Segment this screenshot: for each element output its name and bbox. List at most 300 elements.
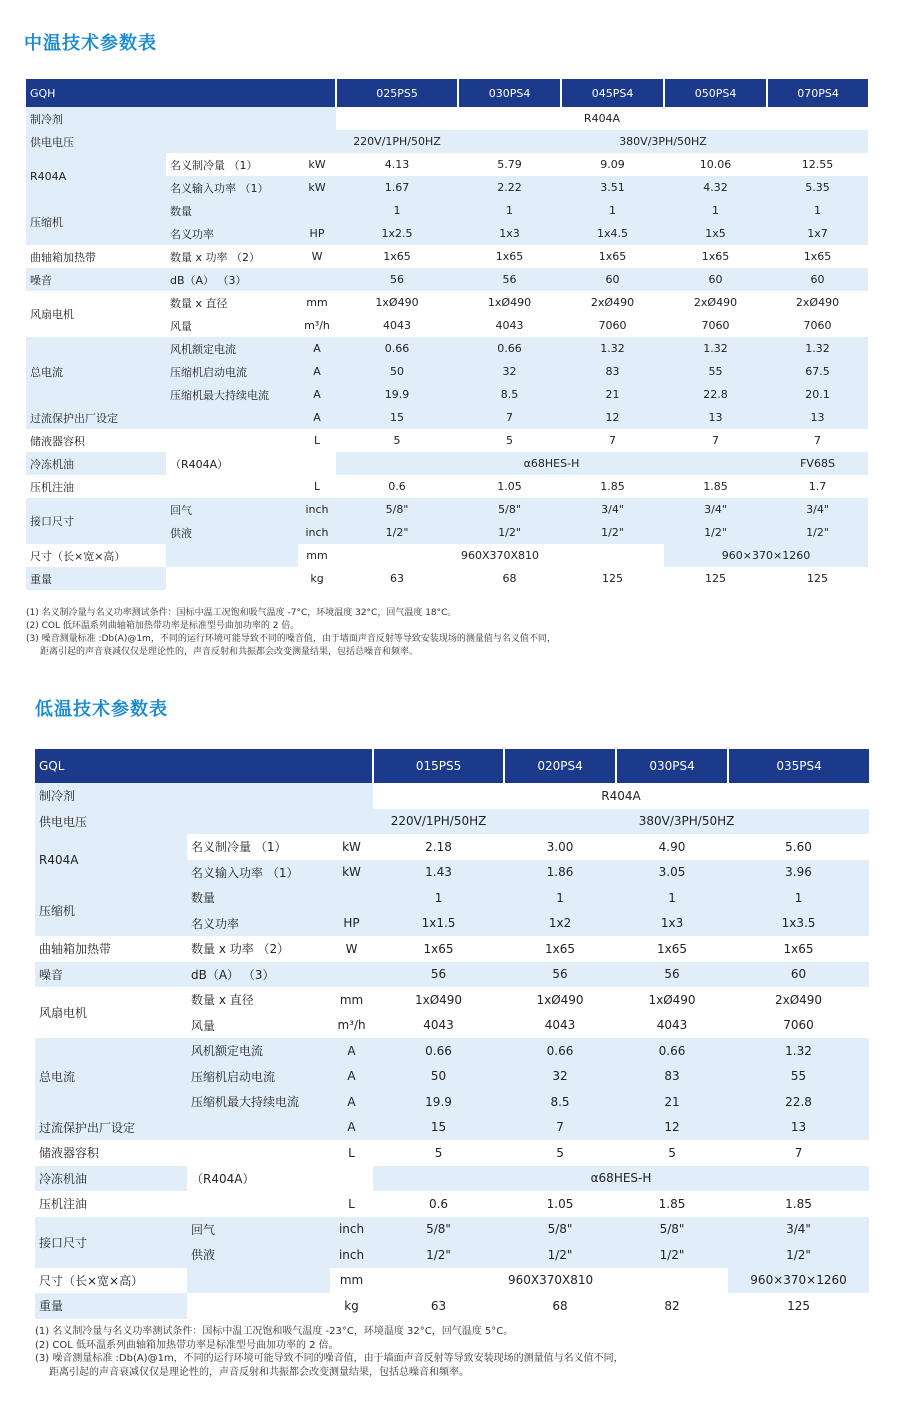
return-gas-row — [35, 1217, 869, 1243]
cell-value: 13 — [767, 406, 868, 429]
cell-value: 12 — [561, 406, 664, 429]
cell-value: 3/4" — [561, 498, 664, 521]
model-col: 025PS5 — [336, 79, 458, 107]
receiver-row — [26, 429, 868, 452]
cell-value: R404A — [373, 783, 869, 809]
cell-value: 1.86 — [504, 860, 616, 886]
row-label: 数量 x 直径 — [187, 987, 330, 1013]
cell-value: 220V/1PH/50HZ — [373, 809, 504, 835]
unit: A — [298, 337, 336, 360]
row-label: 压缩机最大持续电流 — [166, 383, 298, 406]
unit — [330, 962, 373, 988]
noise-row — [26, 268, 868, 291]
cell-value: 4.90 — [616, 834, 728, 860]
cell-value: 50 — [373, 1064, 504, 1090]
row-label: 压缩机启动电流 — [166, 360, 298, 383]
receiver-row — [35, 1140, 869, 1166]
cell-value: 1.05 — [458, 475, 561, 498]
cell-value: 83 — [616, 1064, 728, 1090]
noise-row — [35, 962, 869, 988]
cell-value: 13 — [664, 406, 767, 429]
model-col: 050PS4 — [664, 79, 767, 107]
model-col: 035PS4 — [728, 749, 869, 783]
cell-value: 0.66 — [616, 1038, 728, 1064]
cell-value: 1x65 — [504, 936, 616, 962]
cell-value: 1x5 — [664, 222, 767, 245]
cell-value: 1x3 — [616, 911, 728, 937]
cell-value: 1xØ490 — [458, 291, 561, 314]
row-group-label: 风扇电机 — [26, 291, 166, 337]
compressor-qty-row — [35, 885, 869, 911]
cell-value: 1/2" — [561, 521, 664, 544]
cell-value: 67.5 — [767, 360, 868, 383]
cell-value: 1xØ490 — [616, 987, 728, 1013]
size-row — [26, 544, 868, 567]
cell-value: 1/2" — [373, 1242, 504, 1268]
row-label: 风量 — [187, 1013, 330, 1039]
row-sublabel: （R404A） — [166, 452, 298, 475]
cell-value: 82 — [616, 1293, 728, 1319]
cell-value: 1 — [336, 199, 458, 222]
unit: A — [330, 1038, 373, 1064]
unit: kW — [330, 860, 373, 886]
unit: HP — [330, 911, 373, 937]
mid-temp-spec-table — [26, 79, 868, 590]
cell-value: 19.9 — [336, 383, 458, 406]
cell-value: 1 — [728, 885, 869, 911]
cell-value: 5/8" — [458, 498, 561, 521]
cell-value: 1x65 — [373, 936, 504, 962]
row-label: 制冷剂 — [35, 783, 373, 809]
cell-value: 8.5 — [458, 383, 561, 406]
unit: L — [330, 1140, 373, 1166]
overcurrent-row — [26, 406, 868, 429]
cell-value: 50 — [336, 360, 458, 383]
cell-value: 1/2" — [767, 521, 868, 544]
cell-value: 1x65 — [728, 936, 869, 962]
row-group-label: R404A — [26, 153, 166, 199]
overcurrent-row — [35, 1115, 869, 1141]
unit: kW — [298, 176, 336, 199]
table-header-row — [35, 749, 869, 783]
cell-value: 7060 — [728, 1013, 869, 1039]
row-label: 供电电压 — [26, 130, 336, 153]
unit: A — [330, 1064, 373, 1090]
cell-value: 1x3 — [458, 222, 561, 245]
oil-fill-row — [35, 1191, 869, 1217]
footnote: (3) 噪音测量标准 :Db(A)@1m，不同的运行环境可能导致不同的噪音值，由于墙面声音反射等导致安装现场的测量值与名义值不同， — [35, 1353, 624, 1364]
row-label: 数量 x 直径 — [166, 291, 298, 314]
model-col: 030PS4 — [616, 749, 728, 783]
unit: mm — [330, 987, 373, 1013]
low-temp-notes — [35, 1325, 624, 1379]
cell-value: 3.05 — [616, 860, 728, 886]
row-label: 压机注油 — [26, 475, 166, 498]
row-group-label: 风扇电机 — [35, 987, 187, 1038]
unit: HP — [298, 222, 336, 245]
cell-value: 15 — [336, 406, 458, 429]
cell-value: 960×370×1260 — [728, 1268, 869, 1294]
row-label: 储液器容积 — [26, 429, 298, 452]
cell-value: 4043 — [373, 1013, 504, 1039]
row-label: 供电电压 — [35, 809, 373, 835]
cell-value: 5 — [336, 429, 458, 452]
cell-value: 1.32 — [664, 337, 767, 360]
cell-value: 4.32 — [664, 176, 767, 199]
cell-value: 1 — [458, 199, 561, 222]
unit: m³/h — [298, 314, 336, 337]
cell-value: 1 — [767, 199, 868, 222]
row-label: 风量 — [166, 314, 298, 337]
cell-value: 2xØ490 — [767, 291, 868, 314]
row-label: 尺寸（长×宽×高） — [26, 544, 166, 567]
row-label: 名义输入功率 （1） — [166, 176, 298, 199]
cell-value: 15 — [373, 1115, 504, 1141]
cell-value: 2.22 — [458, 176, 561, 199]
cell-value: 56 — [458, 268, 561, 291]
cell-value: 1xØ490 — [336, 291, 458, 314]
unit — [330, 885, 373, 911]
oil-fill-row — [26, 475, 868, 498]
fan-current-row — [35, 1038, 869, 1064]
cell-value: 1.32 — [728, 1038, 869, 1064]
footnote: 距离引起的声音衰减仅仅是理论性的，声音反射和共振都会改变测量结果，包括总噪音和频率。 — [40, 647, 419, 657]
cell-value: 125 — [767, 567, 868, 590]
cell-value: 1xØ490 — [504, 987, 616, 1013]
return-gas-row — [26, 498, 868, 521]
unit: A — [330, 1089, 373, 1115]
unit: kg — [298, 567, 336, 590]
cell-value: 5.60 — [728, 834, 869, 860]
row-label: 风机额定电流 — [187, 1038, 330, 1064]
cell-value: 8.5 — [504, 1089, 616, 1115]
cell-value: 1 — [504, 885, 616, 911]
unit: mm — [298, 291, 336, 314]
cell-value: 4043 — [336, 314, 458, 337]
row-label: 供液 — [187, 1242, 330, 1268]
cell-value: 1/2" — [728, 1242, 869, 1268]
footnote: (2) COL 低环温系列曲轴箱加热带功率是标准型号曲加功率的 2 倍。 — [26, 621, 300, 631]
cell-value: 1x65 — [458, 245, 561, 268]
row-sublabel: dB（A） （3） — [187, 962, 330, 988]
cell-value: 1.7 — [767, 475, 868, 498]
power-supply-row — [26, 130, 868, 153]
cell-value: 7 — [664, 429, 767, 452]
cell-value: 1x3.5 — [728, 911, 869, 937]
size-row — [35, 1268, 869, 1294]
cell-value: 5.35 — [767, 176, 868, 199]
cell-value: 380V/3PH/50HZ — [504, 809, 869, 835]
row-label: 曲轴箱加热带 — [35, 936, 187, 962]
cell-value: 56 — [373, 962, 504, 988]
row-group-label: 接口尺寸 — [35, 1217, 187, 1268]
row-sublabel: 数量 x 功率 （2） — [187, 936, 330, 962]
cell-value: 2.18 — [373, 834, 504, 860]
row-group-label: 总电流 — [35, 1038, 187, 1115]
cell-value: 1/2" — [458, 521, 561, 544]
cell-value: α68HES-H — [373, 1166, 869, 1192]
mid-temp-notes — [26, 607, 556, 659]
cell-value: α68HES-H — [336, 452, 767, 475]
cell-value: 1 — [664, 199, 767, 222]
cell-value: 2xØ490 — [664, 291, 767, 314]
model-col: 045PS4 — [561, 79, 664, 107]
footnote: (1) 名义制冷量与名义功率测试条件：国标中温工况饱和吸气温度 -7°C，环境温度 32°C，回气温度 18°C。 — [26, 608, 457, 618]
cell-value: 1 — [373, 885, 504, 911]
unit: W — [298, 245, 336, 268]
cell-value: 1x65 — [767, 245, 868, 268]
unit: mm — [330, 1268, 373, 1294]
footnote: (2) COL 低环温系列曲轴箱加热带功率是标准型号曲加功率的 2 倍。 — [35, 1339, 339, 1351]
cell-value: 60 — [561, 268, 664, 291]
cell-value: 22.8 — [664, 383, 767, 406]
cell-value: 5.79 — [458, 153, 561, 176]
row-label: 重量 — [26, 567, 166, 590]
cell-value: 4043 — [504, 1013, 616, 1039]
unit: inch — [298, 521, 336, 544]
cell-value: 56 — [504, 962, 616, 988]
row-sublabel: 数量 x 功率 （2） — [166, 245, 298, 268]
footnote: (1) 名义制冷量与名义功率测试条件：国标中温工况饱和吸气温度 -23°C，环境温度 32°C，回气温度 5°C。 — [35, 1326, 514, 1337]
cell-value: 5 — [373, 1140, 504, 1166]
cell-value: 21 — [561, 383, 664, 406]
unit — [298, 199, 336, 222]
cell-value: 4043 — [458, 314, 561, 337]
cell-value: 3/4" — [728, 1217, 869, 1243]
row-label: 曲轴箱加热带 — [26, 245, 166, 268]
unit: kW — [330, 834, 373, 860]
cell-value: 1x65 — [561, 245, 664, 268]
cell-value: 1x65 — [336, 245, 458, 268]
oil-row — [26, 452, 868, 475]
refrigerant-row — [35, 783, 869, 809]
cell-value: 68 — [458, 567, 561, 590]
cell-value: 1x65 — [664, 245, 767, 268]
row-label: 过流保护出厂设定 — [35, 1115, 330, 1141]
unit: mm — [298, 544, 336, 567]
cell-value: 1.67 — [336, 176, 458, 199]
row-group-label: 压缩机 — [26, 199, 166, 245]
cell-value: 1x4.5 — [561, 222, 664, 245]
compressor-qty-row — [26, 199, 868, 222]
cell-value: 55 — [728, 1064, 869, 1090]
cell-value: 7060 — [561, 314, 664, 337]
cell-value: 960×370×1260 — [664, 544, 868, 567]
unit: A — [298, 360, 336, 383]
row-label: 压缩机最大持续电流 — [187, 1089, 330, 1115]
cell-value: 1x7 — [767, 222, 868, 245]
unit: A — [298, 383, 336, 406]
cell-value: 55 — [664, 360, 767, 383]
cell-value: 32 — [504, 1064, 616, 1090]
cell-value: 1/2" — [664, 521, 767, 544]
row-label: 数量 — [166, 199, 298, 222]
row-label: 冷冻机油 — [35, 1166, 187, 1192]
cell-value: 7060 — [664, 314, 767, 337]
row-label: 回气 — [187, 1217, 330, 1243]
cell-value: 63 — [373, 1293, 504, 1319]
cell-value: 68 — [504, 1293, 616, 1319]
cell-value: 1x2 — [504, 911, 616, 937]
weight-row — [35, 1293, 869, 1319]
cell-value: 4043 — [616, 1013, 728, 1039]
cell-value: 83 — [561, 360, 664, 383]
unit: W — [330, 936, 373, 962]
unit: L — [298, 475, 336, 498]
unit: kg — [330, 1293, 373, 1319]
capacity-row — [26, 153, 868, 176]
cell-value: 32 — [458, 360, 561, 383]
cell-value: 960X370X810 — [373, 1268, 728, 1294]
cell-value: 1/2" — [616, 1242, 728, 1268]
cell-value: 21 — [616, 1089, 728, 1115]
fan-dia-row — [26, 291, 868, 314]
unit — [330, 1166, 373, 1192]
row-label: 回气 — [166, 498, 298, 521]
cell-value: 125 — [561, 567, 664, 590]
model-col: 030PS4 — [458, 79, 561, 107]
cell-value: 1.32 — [767, 337, 868, 360]
cell-value: 3.00 — [504, 834, 616, 860]
cell-value: 12 — [616, 1115, 728, 1141]
row-label: 尺寸（长×宽×高） — [35, 1268, 187, 1294]
unit — [298, 268, 336, 291]
cell-value: 0.66 — [336, 337, 458, 360]
cell-value: 125 — [664, 567, 767, 590]
row-label: 过流保护出厂设定 — [26, 406, 298, 429]
cell-value: 22.8 — [728, 1089, 869, 1115]
cell-value: 60 — [728, 962, 869, 988]
cell-value: 7 — [504, 1115, 616, 1141]
cell-value: 7060 — [767, 314, 868, 337]
cell-value: 10.06 — [664, 153, 767, 176]
cell-value: 5/8" — [504, 1217, 616, 1243]
cell-value: 1xØ490 — [373, 987, 504, 1013]
row-group-label: 接口尺寸 — [26, 498, 166, 544]
unit: inch — [298, 498, 336, 521]
power-supply-row — [35, 809, 869, 835]
row-sublabel: （R404A） — [187, 1166, 330, 1192]
row-label: 压缩机启动电流 — [187, 1064, 330, 1090]
cell-value: 5/8" — [373, 1217, 504, 1243]
cell-value: 1.32 — [561, 337, 664, 360]
cell-value: 4.13 — [336, 153, 458, 176]
fan-dia-row — [35, 987, 869, 1013]
cell-value: 56 — [616, 962, 728, 988]
cell-value: 1x2.5 — [336, 222, 458, 245]
cell-value: 0.66 — [458, 337, 561, 360]
row-group-label: 总电流 — [26, 337, 166, 406]
cell-value: R404A — [336, 107, 868, 130]
row-label: 供液 — [166, 521, 298, 544]
cell-value: 1.85 — [561, 475, 664, 498]
cell-value: 3/4" — [664, 498, 767, 521]
row-label: 冷冻机油 — [26, 452, 166, 475]
cell-value: 7 — [561, 429, 664, 452]
cell-value: 0.6 — [373, 1191, 504, 1217]
model-col: 020PS4 — [504, 749, 616, 783]
unit: L — [330, 1191, 373, 1217]
weight-row — [26, 567, 868, 590]
cell-value: 3.96 — [728, 860, 869, 886]
cell-value: 1 — [561, 199, 664, 222]
cell-value: 125 — [728, 1293, 869, 1319]
cell-value: 5 — [458, 429, 561, 452]
cell-value: 60 — [664, 268, 767, 291]
row-label: 名义制冷量 （1） — [166, 153, 298, 176]
model-col: 070PS4 — [767, 79, 868, 107]
row-group-label: R404A — [35, 834, 187, 885]
row-label: 名义输入功率 （1） — [187, 860, 330, 886]
cell-value: 1.85 — [728, 1191, 869, 1217]
heater-row — [35, 936, 869, 962]
cell-value: 63 — [336, 567, 458, 590]
unit: A — [298, 406, 336, 429]
cell-value: 2xØ490 — [728, 987, 869, 1013]
cell-value: 12.55 — [767, 153, 868, 176]
cell-value: FV68S — [767, 452, 868, 475]
cell-value: 5 — [504, 1140, 616, 1166]
cell-value: 960X370X810 — [336, 544, 664, 567]
cell-value: 1x1.5 — [373, 911, 504, 937]
oil-row — [35, 1166, 869, 1192]
cell-value: 5/8" — [616, 1217, 728, 1243]
refrigerant-row — [26, 107, 868, 130]
cell-value: 1 — [616, 885, 728, 911]
cell-value: 1x65 — [616, 936, 728, 962]
row-label: 名义功率 — [166, 222, 298, 245]
cell-value: 0.66 — [373, 1038, 504, 1064]
mid-temp-title: 中温技术参数表 — [24, 33, 157, 54]
cell-value: 7 — [767, 429, 868, 452]
unit: inch — [330, 1217, 373, 1243]
cell-value: 1.85 — [616, 1191, 728, 1217]
capacity-row — [35, 834, 869, 860]
model-series-label: GQL — [35, 749, 373, 783]
cell-value: 5 — [616, 1140, 728, 1166]
unit: kW — [298, 153, 336, 176]
unit — [298, 452, 336, 475]
cell-value: 19.9 — [373, 1089, 504, 1115]
unit: inch — [330, 1242, 373, 1268]
fan-current-row — [26, 337, 868, 360]
cell-value: 9.09 — [561, 153, 664, 176]
row-label: 储液器容积 — [35, 1140, 330, 1166]
footnote: 距离引起的声音衰减仅仅是理论性的，声音反射和共振都会改变测量结果，包括总噪音和频率。 — [49, 1366, 469, 1378]
cell-value: 3.51 — [561, 176, 664, 199]
row-sublabel: dB（A） （3） — [166, 268, 298, 291]
cell-value: 56 — [336, 268, 458, 291]
row-label: 噪音 — [35, 962, 187, 988]
cell-value: 0.66 — [504, 1038, 616, 1064]
cell-value: 7 — [728, 1140, 869, 1166]
low-temp-spec-table — [35, 749, 869, 1319]
cell-value: 2xØ490 — [561, 291, 664, 314]
cell-value: 7 — [458, 406, 561, 429]
unit: m³/h — [330, 1013, 373, 1039]
cell-value: 380V/3PH/50HZ — [458, 130, 868, 153]
unit: A — [330, 1115, 373, 1141]
row-label: 压机注油 — [35, 1191, 187, 1217]
cell-value: 1/2" — [504, 1242, 616, 1268]
cell-value: 1.85 — [664, 475, 767, 498]
cell-value: 1/2" — [336, 521, 458, 544]
row-label: 数量 — [187, 885, 330, 911]
cell-value: 0.6 — [336, 475, 458, 498]
cell-value: 20.1 — [767, 383, 868, 406]
row-label: 重量 — [35, 1293, 187, 1319]
cell-value: 5/8" — [336, 498, 458, 521]
